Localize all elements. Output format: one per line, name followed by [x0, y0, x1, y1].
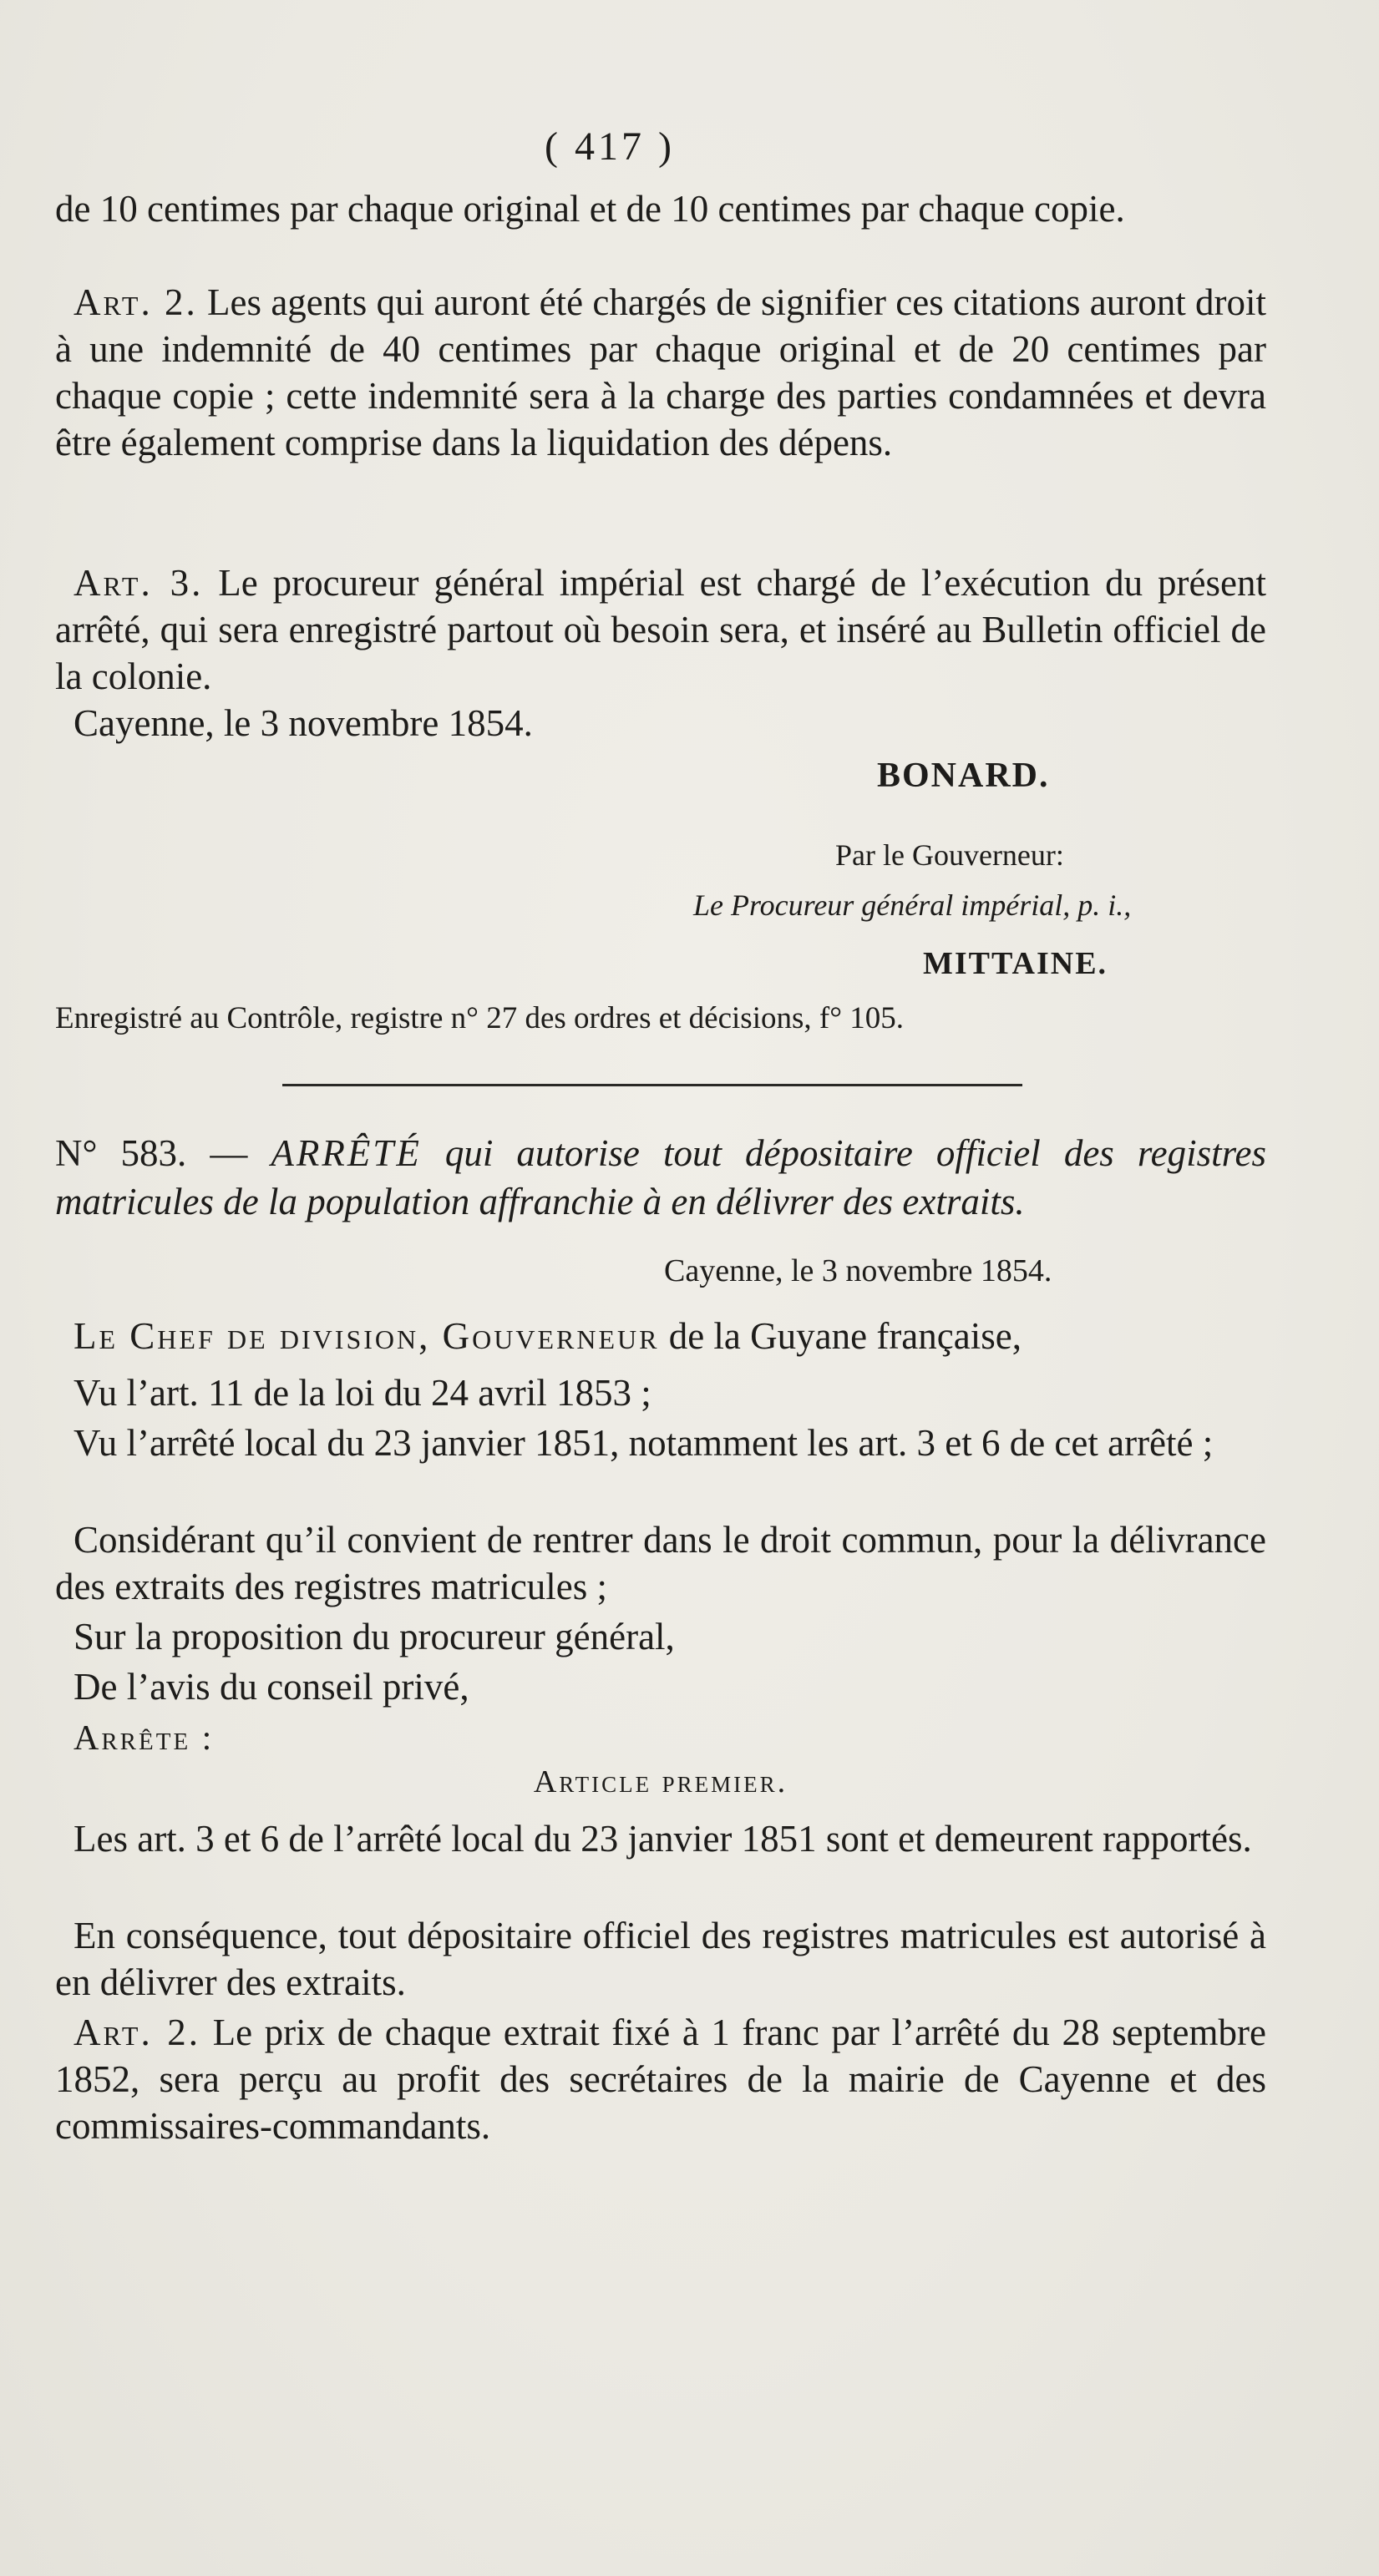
chef-label: Le Chef de division, Gouverneur: [74, 1315, 660, 1357]
article-3-paragraph: [55, 559, 1266, 700]
decree-article-2-paragraph: [55, 2009, 1266, 2149]
article-2-label: Art. 2.: [74, 281, 198, 323]
decree-title-word: ARRÊTÉ: [271, 1132, 422, 1174]
paragraph-continuation: de 10 centimes par chaque original et de 10 centimes par chaque copie.: [55, 188, 1125, 230]
article-premier-heading: Article premier.: [533, 1764, 788, 1799]
chef-rest: de la Guyane française,: [659, 1315, 1022, 1357]
page-number: ( 417 ): [545, 124, 675, 169]
registration-note: Enregistré au Contrôle, registre n° 27 des ordres et décisions, f° 105.: [55, 1001, 905, 1035]
article-1-text: Les art. 3 et 6 de l’arrêté local du 23 janvier 1851 sont et demeurent rapportés.: [74, 1818, 1252, 1860]
consequence-text: En conséquence, tout dépositaire officiel des registres matricules est autorisé à en délivrer des extraits.: [55, 1915, 1266, 2003]
article-3-text: Le procureur général impérial est chargé de l’exécution du présent arrêté, qui sera enregistré partout où besoin sera, et inséré au Bulletin officiel de la colonie.: [55, 562, 1267, 697]
signature-mittaine: MITTAINE.: [923, 946, 1108, 981]
decree-dash: —: [186, 1132, 271, 1174]
vu-line-2: Vu l’arrêté local du 23 janvier 1851, notamment les art. 3 et 6 de cet arrêté ;: [74, 1422, 1214, 1464]
decree-article-2-label: Art. 2.: [74, 2012, 201, 2053]
article-3-label: Art. 3.: [74, 562, 204, 604]
decree-article-2-text: Le prix de chaque extrait fixé à 1 franc par l’arrêté du 28 septembre 1852, sera perçu au profit des secrétaires de la mairie de Cayenne et des commissaires-commandants.: [55, 2012, 1266, 2147]
proposition-line: Sur la proposition du procureur général,: [74, 1616, 675, 1657]
decree-title: qui autorise tout dépositaire officiel des registres matricules de la population affranchie à en délivrer des extraits.: [55, 1132, 1267, 1222]
considerant-line: Considérant qu’il convient de rentrer dans le droit commun, pour la délivrance des extraits des registres matricules ;: [55, 1519, 1266, 1607]
vu-line-1: Vu l’art. 11 de la loi du 24 avril 1853 ;: [74, 1372, 651, 1414]
arrete-label: Arrête :: [74, 1719, 215, 1758]
decree-number: N° 583.: [55, 1132, 187, 1174]
avis-line: De l’avis du conseil privé,: [74, 1666, 469, 1708]
signature-bonard: BONARD.: [877, 757, 1050, 795]
date-line: Cayenne, le 3 novembre 1854.: [74, 702, 533, 744]
procureur-title: Le Procureur général impérial, p. i.,: [693, 888, 1132, 922]
chef-line: [55, 1313, 1266, 1359]
par-le-gouverneur: Par le Gouverneur:: [835, 838, 1064, 872]
separator-rule: [282, 1084, 1022, 1086]
article-2-paragraph: [55, 279, 1266, 466]
decree-place-date: Cayenne, le 3 novembre 1854.: [664, 1253, 1052, 1288]
article-2-text: Les agents qui auront été chargés de signifier ces citations auront droit à une indemnité de 40 centimes par chaque original et de 20 centimes par chaque copie ; cette indemnité sera à la charge des parties condamnées et devra être également comprise dans la liquidation des dépens.: [55, 281, 1267, 463]
decree-heading: [55, 1129, 1266, 1226]
